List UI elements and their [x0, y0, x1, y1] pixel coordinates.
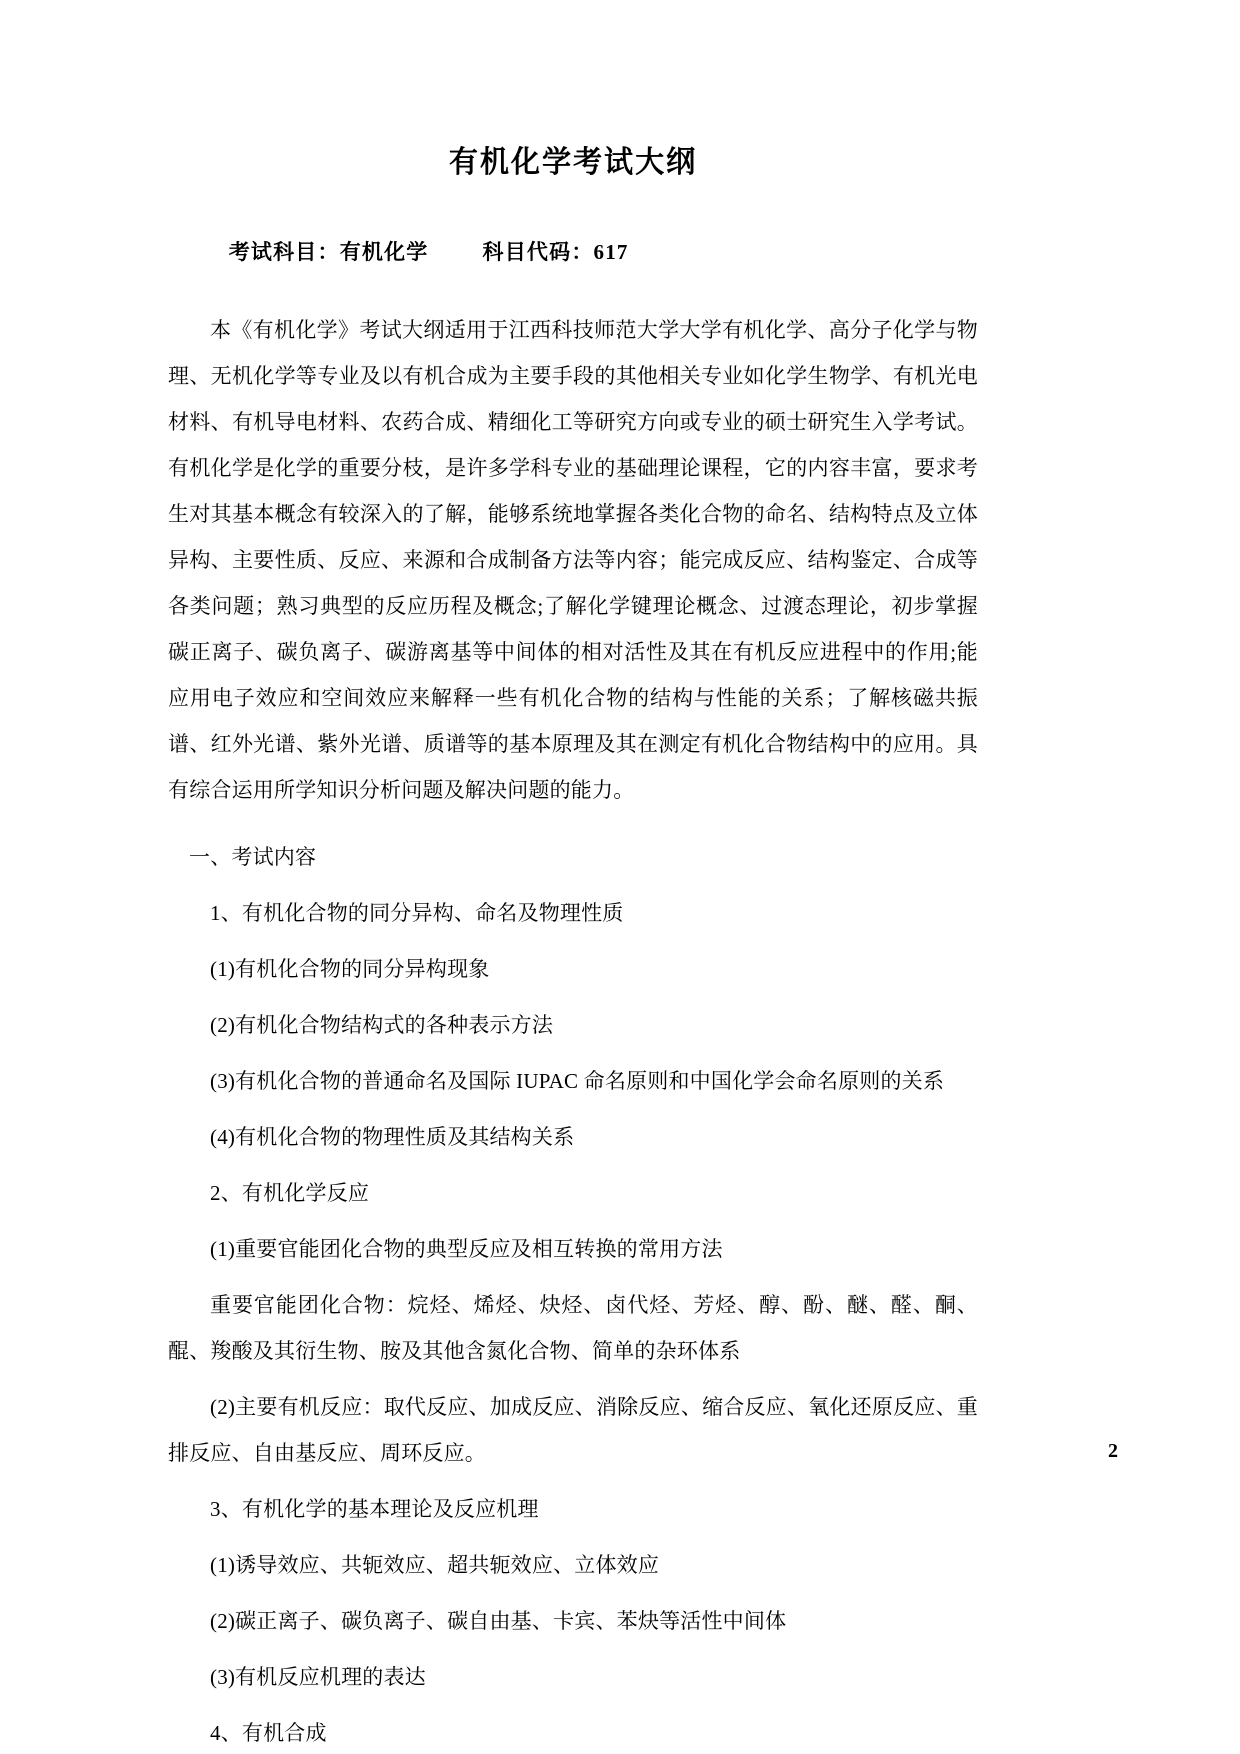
page-number: 2	[1108, 1440, 1118, 1462]
outline-item: (2)有机化合物结构式的各种表示方法	[210, 1013, 554, 1037]
outline-item: 一、考试内容	[189, 845, 317, 869]
outline-item: (2)碳正离子、碳负离子、碳自由基、卡宾、苯炔等活性中间体	[210, 1609, 787, 1633]
outline-item: 重要官能团化合物：烷烃、烯烃、炔烃、卤代烃、芳烃、醇、酚、醚、醛、酮、醌、羧酸及其衍生物、胺及其他含氮化合物、简单的杂环体系	[168, 1293, 978, 1363]
page-title: 有机化学考试大纲	[448, 146, 698, 179]
outline-item: 1、有机化合物的同分异构、命名及物理性质	[210, 901, 624, 925]
outline-item: (3)有机反应机理的表达	[210, 1665, 426, 1689]
outline-item: 2、有机化学反应	[210, 1181, 370, 1205]
subject-code: 科目代码：617	[482, 240, 629, 264]
intro-paragraph: 本《有机化学》考试大纲适用于江西科技师范大学大学有机化学、高分子化学与物理、无机化学等专业及以有机合成为主要手段的其他相关专业如化学生物学、有机光电材料、有机导电材料、农药合成、精细化工等研究方向或专业的硕士研究生入学考试。有机化学是化学的重要分枝，是许多学科专业的基础理论课程，它的内容丰富，要求考生对其基本概念有较深入的了解，能够系统地掌握各类化合物的命名、结构特点及立体异构、主要性质、反应、来源和合成制备方法等内容；能完成反应、结构鉴定、合成等各类问题；熟习典型的反应历程及概念;了解化学键理论概念、过渡态理论，初步掌握碳正离子、碳负离子、碳游离基等中间体的相对活性及其在有机反应进程中的作用;能应用电子效应和空间效应来解释一些有机化合物的结构与性能的关系；了解核磁共振谱、红外光谱、紫外光谱、质谱等的基本原理及其在测定有机化合物结构中的应用。具有综合运用所学知识分析问题及解决问题的能力。	[168, 318, 978, 802]
outline-item: (3)有机化合物的普通命名及国际 IUPAC 命名原则和中国化学会命名原则的关系	[210, 1069, 945, 1093]
outline-item: (1)诱导效应、共轭效应、超共轭效应、立体效应	[210, 1553, 660, 1577]
outline-item: (4)有机化合物的物理性质及其结构关系	[210, 1125, 575, 1149]
outline-item: 4、有机合成	[210, 1721, 327, 1745]
outline-item: (2)主要有机反应：取代反应、加成反应、消除反应、缩合反应、氧化还原反应、重排反应、自由基反应、周环反应。	[168, 1395, 978, 1465]
outline-list	[168, 834, 978, 1754]
page-content	[168, 0, 978, 1754]
outline-item: 3、有机化学的基本理论及反应机理	[210, 1497, 539, 1521]
outline-item: (1)重要官能团化合物的典型反应及相互转换的常用方法	[210, 1237, 723, 1261]
outline-item: (1)有机化合物的同分异构现象	[210, 957, 490, 981]
subject-header	[190, 211, 978, 291]
subject-name: 考试科目：有机化学	[228, 240, 429, 264]
